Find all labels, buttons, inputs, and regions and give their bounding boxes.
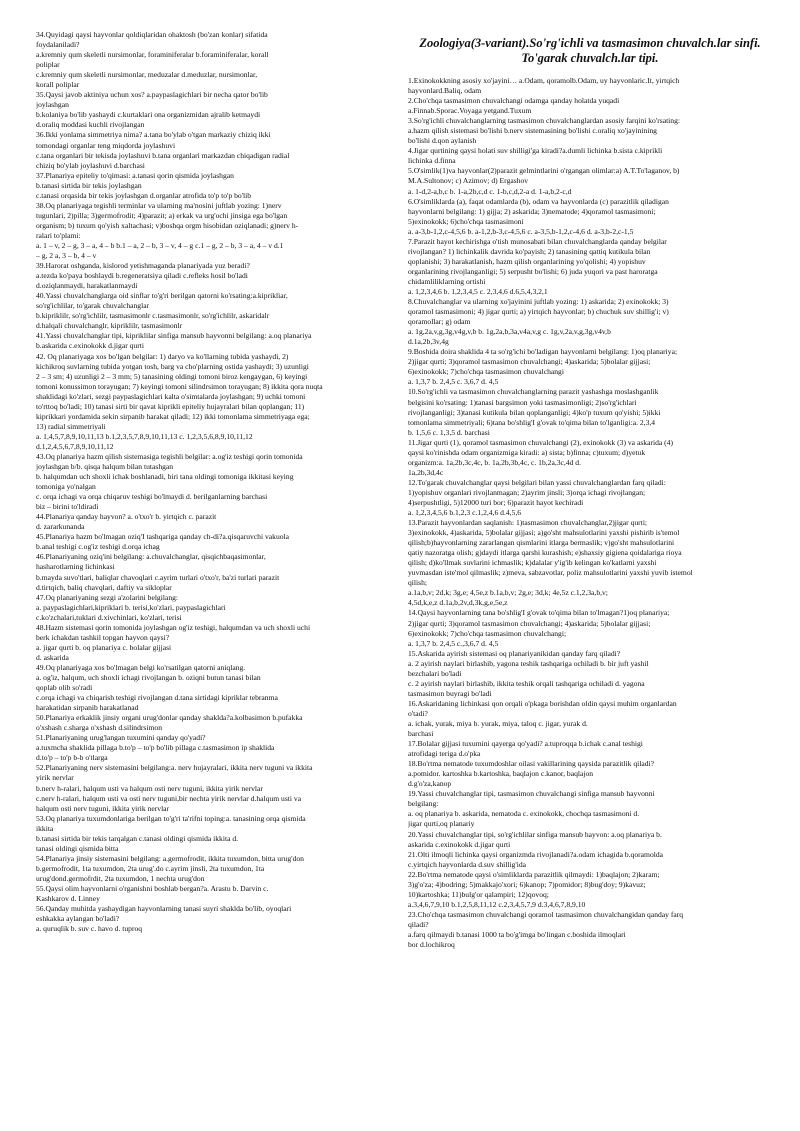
text-line: b.germofrodit, 1ta tuxumdon, 2ta urug'.do c.ayrim jinsli, 2ta tuxumdon, 1ta	[36, 863, 265, 873]
text-line: askarida c.exinokokk d.jigar qurti	[408, 839, 511, 849]
text-line: a. 2 ayirish naylari birlashib, yagona teshik tashqariga ochiladi b. bir juft yashil	[408, 658, 649, 668]
text-line: 6.O'simliklarda (a), faqat odamlarda (b), odam va hayvonlarda (c) parazitlik qiladigan	[408, 196, 669, 206]
text-line: qoplanishi; 3) harakatlanish, hazm qilish organlarining yo'qolishi; 4) yopishuv	[408, 256, 646, 266]
text-line: a.tuxmcha shaklida pillaga b.to'p – to'p bo'lib pillaga c.tasmasimon ip shaklida	[36, 743, 275, 753]
right-question-list	[408, 76, 772, 950]
text-line: 12.To'garak chuvalchanglar qaysi belgilari bilan yassi chuvalchanglardan farq qiladi:	[408, 477, 666, 487]
text-line: berk ichakdan tashkil topgan hayvon qaysi?	[36, 632, 170, 642]
text-line: hayvonlarni belgilang: 1) gijja; 2) askarida; 3)nematode; 4)qoramol tasmasimoni;	[408, 206, 656, 216]
text-line: so'rg'ichlilar, to'garak chuvalchanglar	[36, 301, 150, 311]
text-line: b.tanasi sirtida bir tekis joylashgan	[36, 180, 142, 190]
text-line: tasmasimon buyragi bo'ladi	[408, 688, 492, 698]
text-line: a.kremniy qum skeletli nursimonlar, foraminiferalar b.foraminiferalar, korall	[36, 50, 269, 60]
text-line: c.orqa ichagi va chiqarish teshigi rivojlangan d.tana sirtidagi kipriklar tebranma	[36, 693, 278, 703]
text-line: c.tanasi orqasida bir tekis joylashgan d.organlar atrofida to'p to'p bo'lib	[36, 190, 252, 200]
text-line: 38.Oq planariyaga tegishli terminlar va ularning ma'nosini juftlab yozing: 1)nerv	[36, 200, 282, 210]
text-line: 55.Qaysi olim hayvonlarni o'rganishni boshlab bergan?a. Arastu b. Darvin c.	[36, 883, 269, 893]
text-line: 47.Oq planariyaning sezgi a'zolarini belgilang:	[36, 592, 179, 602]
text-line: 39.Harorat oshganda, kislorod yetishmaganda planariyada yuz beradi?	[36, 261, 250, 271]
text-line: 7.Parazit hayot kechirishga o'tish munosabati bilan chuvalchanglarda qanday belgilar	[408, 236, 667, 246]
text-line: kiprikkari yordamida sekin sirpanib harakat qiladi; 12) ikki tomonlama simmetriyaga ega;	[36, 411, 310, 421]
text-line: joylashgan b/b. qisqa halqum bilan tutashgan	[36, 462, 174, 472]
text-line: belgilang:	[408, 799, 439, 809]
text-line: a.1a,b,v; 2d,k; 3g,e; 4,5e,z b.1a,b,v; 2g,e; 3d,k; 4e,5z c.1,2,3a,b,v;	[408, 588, 608, 598]
text-line: d.g'o'za,kanop	[408, 779, 452, 789]
text-line: qilish;	[408, 578, 427, 588]
text-line: 48.Hazm sistemasi qorin tomonida joylashgan og'iz teshigi, halqumdan va uch shoxli uchi	[36, 622, 311, 632]
text-line: belgisini ko'rsating: 1)tanasi bargsimon yoki tasmasimonligi; 2)so'rg'ichlari	[408, 397, 637, 407]
text-line: c.yirtqich hayvonlarda d.suv shillig'ida	[408, 859, 526, 869]
text-line: 56.Qanday muhitda yashaydigan hayvonlarning tanasi suyri shaklda bo'lib, oyoqlari	[36, 904, 292, 914]
text-line: a. 1-d,2-a,b,c b. 1-a,2b,c,d c. 1-b,c,d,2-a d. 1-a,b,2-c,d	[408, 186, 572, 196]
text-line: chiziq bo'ylab joylashuvi d.barchasi	[36, 160, 145, 170]
text-line: a. 1g,2a,v,g,3g,v4g,v,b b. 1g,2a,b,3a,v4a,v,g c. 1g,v,2a,v,g,3g,v4v,b	[408, 327, 611, 337]
text-line: tomoni konussimon torayugan; 7) keyingi tomoni silindrsimon torayugan; 8) ikkita qora nuqta	[36, 381, 323, 391]
text-line: 5)exinokokk; 6)cho'chqa tasmasimoni	[408, 216, 524, 226]
text-line: bezchalari bo'ladi	[408, 668, 462, 678]
text-line: 3.So'rg'ichli chuvalchanglarning tasmasimon chuvalchanglardan asosiy farqini ko'rsating:	[408, 116, 680, 126]
text-line: qilish; d)ko'llmak suvlarini ichmaslik; k)dalalar y'ig'ib kelingan ko'katlarni yaxshi	[408, 558, 657, 568]
text-line: 9.Boshida doira shaklida 4 ta so'rg'ichi bo'ladigan hayvonlarni belgilang: 1)oq planariya;	[408, 347, 678, 357]
text-line: tomondagi organlar teng miqdorda joylashuvi	[36, 140, 176, 150]
text-line: 4,5d,k,e,z d.1a,b,2v,d,3k,g,e,5e,z	[408, 598, 508, 608]
text-line: 4)serpushtligi, 5)12000 turi bor; 6)parazit hayot kechiradi	[408, 497, 584, 507]
text-line: 10.So'rg'ichli va tasmasimon chuvalchanglarning parazit yashashga moslashganlik	[408, 387, 659, 397]
text-line: b. halqumdan uch shoxli ichak boshlanadi, biri tana oldingi tomoniga ikkitasi keying	[36, 472, 294, 482]
text-line: qatiy nazoratga olish; g)daydi itlarga qarshi kurashish; e)shaxsiy gigiena qoidalariga rioya	[408, 548, 682, 558]
text-line: 1)yopishuv organlari rivojlanmagan; 2)ayrim jinsli; 3)orqa ichagi rivojlangan;	[408, 487, 646, 497]
text-line: 1a,2b,3d,4c	[408, 467, 444, 477]
text-line: a.farq qilmaydi b.tanasi 1000 ta bo'g'imga bo'lingan c.boshida ilmoqlari	[408, 929, 626, 939]
text-line: 5.O'simlik(1)va hayvonlar(2)parazit gelmintlarini o'rgangan olimlar:a) A.T.To'laganov, b)	[408, 166, 680, 176]
text-line: foydalaniladi?	[36, 40, 80, 50]
text-line: harakatidan sirpanib harakatlanad	[36, 703, 139, 713]
text-line: 1.Exinokokkning asosiy xo'jayini… a.Odam, qoramolb.Odam, uy hayvonlaric.It, yirtqich	[408, 76, 680, 85]
text-line: 10)kartoshka; 11)bulg'or qalampiri; 12)qovoq;	[408, 889, 549, 899]
text-line: 36.Ikki yonlama simmetriya nima? a.tana bo'ylab o'tgan markaziy chiziq ikki	[36, 130, 271, 140]
text-line: o'xshash c.sharga o'xshash d.silindrsimon	[36, 723, 162, 733]
text-line: a.pomidor. kartoshka b.kartoshka, baqlajon c.kanor, baqlajon	[408, 769, 594, 779]
text-line: qaysi ko'rinishda odam organizmiga kiradi: a) sista; b)finna; c)tuxum; d)yetuk	[408, 447, 646, 457]
text-line: 54.Planariya jinsiy sistemasini belgilang: a.germofrodit, ikkita tuxumdon, bitta urug'don	[36, 853, 304, 863]
text-line: c.tana organlari bir tekisda joylashuvi b.tana organlari markazdan chiqadigan radial	[36, 150, 290, 160]
text-line: 15.Askarida ayirish sistemasi oq planariyanikidan qanday farq qiladi?	[408, 648, 621, 658]
text-line: 17.Bolalar gijjasi tuxumini qayerga qo'yadi? a.tuproqqa b.ichak c.anal teshigi	[408, 739, 643, 749]
text-line: c. orqa ichagi va orqa chiqaruv teshigi bo'lmaydi d. berilganlarning barchasi	[36, 492, 268, 502]
text-line: 23.Cho'chqa tasmasimon chuvalchangi qoramol tasmasimon chuvalchangidan qanday farq	[408, 909, 684, 919]
text-line: – g, 2 a, 3 – b, 4 – v	[36, 251, 97, 261]
text-line: bor d.lochikroq	[408, 940, 455, 950]
text-line: 14.Qaysi hayvonlarning tana bo'shlig'I g'ovak to'qima bilan to'lmagan?1)oq planariya;	[408, 608, 670, 618]
text-line: a. jigar qurti b. oq planariya c. bolalar gijjasi	[36, 642, 172, 652]
text-line: 44.Planariya qanday hayvon? a. o'txo'r b. yirtqich c. parazit	[36, 512, 217, 522]
text-line: kichikroq suvlarning tubida yotgan tosh, barg va cho'plarning ostida yashaydi; 3) uzunligi	[36, 361, 309, 371]
text-line: qoramol tasmasimoni; 4) jigar qurti; a) yirtqich hayvonlar; b) chuchuk suv shillig'i; v)	[408, 307, 669, 317]
text-line: atrofidagi teriga d.o'pka	[408, 749, 481, 759]
text-line: 34.Quyidagi qaysi hayvonlar qoldiqlaridan ohaktosh (bo'zan konlar) sifatida	[36, 30, 268, 39]
text-line: 6)exinokokk; 7)cho'chqa tasmasimon chuvalchangi;	[408, 628, 567, 638]
text-line: Kashkarov d. Linney	[36, 894, 100, 904]
document-title	[408, 36, 772, 66]
text-line: yuvmasdan iste'mol qilmaslik; z)meva, sabzavotlar, poliz mahsulotlarini yaxshi yuvib istemol	[408, 568, 693, 578]
text-line: d.1a,2b,3v,4g	[408, 337, 449, 347]
text-line: qoplab olib so'radi	[36, 683, 93, 693]
text-line: chidamliliklarning ortishi	[408, 276, 486, 286]
text-line: d.to'p – to'p b-b o'tlarga	[36, 753, 108, 763]
text-line: d.oziqlanmaydi, harakatlanmaydi	[36, 281, 138, 291]
text-line: 6)exinokokk; 7)cho'chqa tasmasimon chuvalchangi	[408, 367, 564, 377]
text-line: tugunlari, 2)pilla; 3)germofrodit; 4)parazit; a) erkak va urg'ochi jinsiga ega bo'lgan	[36, 210, 288, 220]
text-line: organizm:a. 1a,2b,3c,4c, b. 1a,2b,3b,4c, c. 1b,2a,3c,4d d.	[408, 457, 581, 467]
text-line: 37.Planariya epiteliy to'qimasi: a.tanasi qorin qismida joylashgan	[36, 170, 234, 180]
text-line: organlarining rivojlanganligi; 5) serpusht bo'lishi; 6) juda yuqori va past haroratga	[408, 266, 658, 276]
text-line: 11.Jigar qurti (1), qoramol tasmasimon chuvalchangi (2), exinokokk (3) va askarida (4)	[408, 437, 674, 447]
text-line: 41.Yassi chuvalchanglar tipi, kipriklilar sinfiga mansub hayvonni belgilang: a.oq planariya	[36, 331, 312, 341]
text-line: 42. Oq planariyaga xos bo'lgan belgilar: 1) daryo va ko'llarning tubida yashaydi, 2)	[36, 351, 289, 361]
text-line: a. quruqlik b. suv c. havo d. tuproq	[36, 924, 143, 934]
text-line: 50.Planariya erkaklik jinsiy organi urug'donlar qanday shaklda?a.kolbasimon b.pufakka	[36, 713, 303, 723]
text-line: barchasi	[408, 729, 434, 739]
text-line: rivojlangan? 1) lichinkalik davrida ko'payish; 2) tanasining qattiq kutikula bilan	[408, 246, 651, 256]
text-line: 3)g'o'za; 4)bodring; 5)makkajo'xori; 6)kanop; 7)pomidor; 8)bug'doy; 9)kavuz;	[408, 879, 646, 889]
text-line: a. 1 – v, 2 – g, 3 – a, 4 – b b.1 – a, 2 – b, 3 – v, 4 – g c.1 – g, 2 – b, 3 – a, 4 – v d.1	[36, 240, 284, 250]
text-line: 13.Parazit hayvonlardan saqlanish: 1)tasmasimon chuvalchanglar,2)jigar qurti;	[408, 518, 648, 528]
text-line: halqum osti nerv tuguni, ikkita yirik nervlar	[36, 803, 170, 813]
text-line: 4.Jigar qurtining qaysi holati suv shilligi'ga kiradi?a.dumli lichinka b.sista c.kiprikli	[408, 146, 663, 156]
text-line: b.tanasi sirtida bir tekis tarqalgan c.tanasi oldingi qismida ikkita d.	[36, 833, 239, 843]
text-line: tomonlama simmetriyali; 6)tana bo'shlig'I g'ovak to'qima bilan to'lganligi:a. 2,3,4	[408, 417, 656, 427]
text-line: hasharotlarning lichinkasi	[36, 562, 115, 572]
text-line: d.tirtqich, baliq chavqlari, daftiy va sikloplar	[36, 582, 172, 592]
text-line: 8.Chuvalchanglar va ularning xo'jayinini juftlab yozing: 1) askarida; 2) exinokokk; 3)	[408, 297, 669, 307]
text-line: shaklidagi ko'zlari, sezgi paypaslagichlari kalta o'simtalarda joylashgan; 9) uchki tomoni	[36, 391, 306, 401]
text-line: to'rttoq bo'ladi; 10) tanasi sirti bir qavat kiprikli epiteliy hujayralari bilan qoplangan; 11)	[36, 401, 305, 411]
text-line: bo'lishi d.qon aylanish	[408, 136, 477, 146]
text-line: joylashgan	[36, 100, 69, 110]
text-line: biz – birini to'ldiradi	[36, 502, 99, 512]
title-line: Zoologiya(3-variant).So'rg'ichli va tasmasimon chuvalch.lar sinfi.	[419, 36, 761, 50]
text-line: lichinka d.finna	[408, 156, 456, 166]
text-line: 2 – 3 sm; 4) uzunligi 2 – 3 mm; 5) tanasining oldingi tomoni biroz kengaygan, 6) keyingi	[36, 371, 308, 381]
text-line: 45.Planariya hazm bo'lmagan oziq'I tashqariga qanday ch-di?a.qisqaruvchi vakuola	[36, 532, 290, 542]
text-line: a.hazm qilish sistemasi bo'lishi b.nerv sistemasining bo'lishi c.oraliq xo'jayinining	[408, 126, 657, 136]
text-line: rivojlanganligi; 3)tanasi kutikula bilan qoplanganligi; 4)ko'p tuxum qo'yishi; 5)ikki	[408, 407, 661, 417]
text-line: poliplar	[36, 60, 60, 70]
text-line: o'tadi?	[408, 708, 428, 718]
text-line: 18.Bo'rtma nematode tuxumdoshlar oilasi vakillarining qaysida parazitlik qiladi?	[408, 759, 654, 769]
text-line: c.nerv h-ralari, halqum usti va osti nerv tuguni,bir nechta yirik nervlar d.halqum usti va	[36, 793, 302, 803]
text-line: M.A.Sultonov; c) Azimov; d) Ergashov	[408, 176, 529, 186]
text-line: a. a-3,b-1,2,c-4,5,6 b. a-1,2,b-3,c-4,5,6 c. a-3,5,b-1,2,c-4,6 d. a-3,b-2,c-1,5	[408, 226, 634, 236]
text-line: 40.Yassi chuvalchanglarga oid sinflar to'g'ri berilgan qatorni ko'rsating:a.kiprikliar,	[36, 291, 288, 301]
text-line: a.Finnab.Sporac.Voyaga yetgand.Tuxum	[408, 106, 532, 116]
text-line: urug'dond.germofrdit, 2ta tuxumdon, 1 nechta urug'don	[36, 873, 205, 883]
text-line: eshkakka aylangan bo'ladi?	[36, 914, 120, 924]
text-line: 19.Yassi chuvalchanglar tipi, tasmasimon chuvalchangi sinfiga mansub hayvonni	[408, 789, 655, 799]
text-line: 35.Qaysi javob aktiniya uchun xos? a.paypaslagichlari bir necha qator bo'lib	[36, 90, 268, 100]
text-line: 20.Yassi chuvalchanglar tipi, so'rg'ichlilar sinfiga mansub hayvon: a.oq planariya b.	[408, 829, 662, 839]
text-line: a. 1,3,7 b. 2,4,5 c. 3,6,7 d. 4,5	[408, 377, 499, 387]
text-line: qiladi?	[408, 919, 429, 929]
text-line: a. 1,2,3,4,5,6 b.1,2,3 c.1,2,4,6 d.4,5,6	[408, 508, 522, 518]
text-line: 52.Planariyaning nerv sistemasini belgilang:a. nerv hujayralari, ikkita nerv tuguni va ikkita	[36, 763, 313, 773]
text-line: b.anal teshigi c.og'iz teshigi d.orqa ichag	[36, 542, 160, 552]
text-line: d.oraliq moddasi kuchli rivojlangan	[36, 120, 145, 130]
text-line: 3)exinokokk, 4)askarida, 5)bolalar gijjasi; a)go'sht mahsulotlarini yaxshi pishirib is'temol	[408, 528, 680, 538]
text-line: 49.Oq planariyaga xos bo'lmagan belgi ko'rsatilgan qatorni aniqlang.	[36, 662, 246, 672]
text-line: a. 1,3,7 b. 2,4,5 c.,3,6,7 d. 4,5	[408, 638, 499, 648]
text-line: b.kolaniya bo'lib yashaydi c.kurtaklari ona organizmidan ajralib ketmaydi	[36, 110, 261, 120]
right-column	[408, 36, 772, 950]
text-line: c. 2 ayirish naylari birlashib, ikkita teshik orqali tashqariga ochiladi d. yagona	[408, 678, 645, 688]
text-line: b.mayda suvo'tlari, baliqlar chavoqlari c.ayrim turlari o'txo'r, ba'zi turlari parazit	[36, 572, 280, 582]
text-line: ralari to'plami:	[36, 230, 81, 240]
text-line: b.kipriklilr, so'rg'ichlilr, tasmasimonlr c.tasmasimonlr, so'rg'ichlilr, askaridalr	[36, 311, 270, 321]
text-line: c.ko'zchalari,tuklari d.xivchinlari, ko'zlari, terisi	[36, 612, 182, 622]
text-line: tomoniga yo'nalgan	[36, 482, 96, 492]
text-line: yirik nervlar	[36, 773, 74, 783]
text-line: 46.Planariyaning oziq'ini belgilang: a.chuvalchanglar, qisqichbaqasimonlar,	[36, 552, 266, 562]
text-line: a. ichak, yurak, miya b. yurak, miya, taloq c. jigar, yurak d.	[408, 719, 588, 728]
text-line: korall poliplar	[36, 80, 80, 90]
text-line: 16.Askaridaning lichinkasi qon orqali o'pkaga borishdan oldin qaysi muhim organlardan	[408, 698, 677, 708]
text-line: a.tezda ko'paya boshlaydi b.regeneratsiya qiladi c.refleks hosil bo'ladi	[36, 271, 248, 281]
text-line: 43.Oq planariya hazm qilish sistemasiga tegishli belgilar: a.og'iz teshigi qorin tomonida	[36, 451, 303, 461]
text-line: c.kremniy qum skeletli nursimonlar, meduzalar d.meduzlar, nursimonlar,	[36, 70, 258, 80]
text-line: ikkita	[36, 823, 54, 833]
subtitle-line: To'garak chuvalch.lar tipi.	[521, 51, 659, 65]
text-line: 21.Olti ilmoqli lichinka qaysi organizmda rivojlanadi?a.odam ichagida b.qoramolda	[408, 849, 664, 859]
text-line: d.halqali chuvalchanglr, kipriklilr, tasmasimonlr	[36, 321, 183, 331]
text-line: 2)jigar qurti; 3)qoramol tasmasimon chuvalchangi; 4)askarida; 5)bolalar gijjasi;	[408, 357, 651, 367]
text-line: a. 1,2,3,4,6 b. 1,2,3,4,5 c. 2,3,4,6 d.6,5,4,3,2,1	[408, 286, 548, 296]
text-line: 13) radial simmetriyali	[36, 421, 106, 431]
text-line: jigar qurti,oq planariy	[408, 819, 475, 829]
text-line: 2)jigar qurti; 3)qoramol tasmasimon chuvalchangi; 4)askarida; 5)bolalar gijjasi;	[408, 618, 651, 628]
text-line: b. 1,5,6 c. 1,3,5 d. barchasi	[408, 427, 490, 437]
text-line: a. paypaslagichlari,kipriklari b. terisi,ko'zlari, paypaslagichlari	[36, 602, 226, 612]
text-line: a. og'iz, halqum, uch shoxli ichagi rivojlangan b. oziqni butun tanasi bilan	[36, 673, 261, 682]
text-line: d. askarida	[36, 652, 69, 662]
text-line: d.1,2,4,5,6,7,8,9,10,11,12	[36, 441, 114, 451]
text-line: a. oq planariya b. askarida, nematoda c. exinokokk, chochqa tasmasimoni d.	[408, 809, 640, 819]
text-line: qoramollar; g) odam	[408, 317, 471, 327]
text-line: 51.Planariyaning urug'langan tuxumini qanday qo'yadi?	[36, 733, 206, 743]
text-line: d. zararkunanda	[36, 522, 85, 532]
text-line: 22.Bo'rtma nematode qaysi o'simliklarda parazitlik qilmaydi: 1)baqlajon; 2)karam;	[408, 869, 660, 879]
text-line: a.3,4,6,7,9,10 b.1,2,5,8,11,12 c.2,3,4,5,7,9 d.3,4,6,7,8,9,10	[408, 899, 586, 909]
text-line: 2.Cho'chqa tasmasimon chuvalchangi odamga qanday holatda yuqadi	[408, 96, 620, 106]
text-line: 53.Oq planariya tuxumdonlariga berilgan to'g'ri ta'rifni toping:a. tanasining orqa qismida	[36, 813, 306, 823]
text-line: organism; b) tuxum qo'yish xaltachasi; v)boshqa orgm hisobidan oziqlanadi; g)nerv h-	[36, 220, 299, 230]
text-line: b.askarida c.exinokokk d.jigar qurti	[36, 341, 144, 351]
left-column	[36, 30, 386, 934]
text-line: hayvonlard.Baliq, odam	[408, 86, 482, 96]
text-line: a. 1,4,5,7,8,9,10,11,13 b.1,2,3,5,7,8,9,10,11,13 c. 1,2,3,5,6,8,9,10,11,12	[36, 431, 253, 441]
text-line: qilish;b)hayvonlarning zararlangan qismlarini itlarga bermaslik; v)go'sht mahsulotlarini	[408, 538, 675, 548]
text-line: b.nerv h-ralari, halqum usti va halqum osti nerv tuguni, ikkita yirik nervlar	[36, 783, 263, 793]
text-line: tanasi oldingi qismida bitta	[36, 843, 119, 853]
